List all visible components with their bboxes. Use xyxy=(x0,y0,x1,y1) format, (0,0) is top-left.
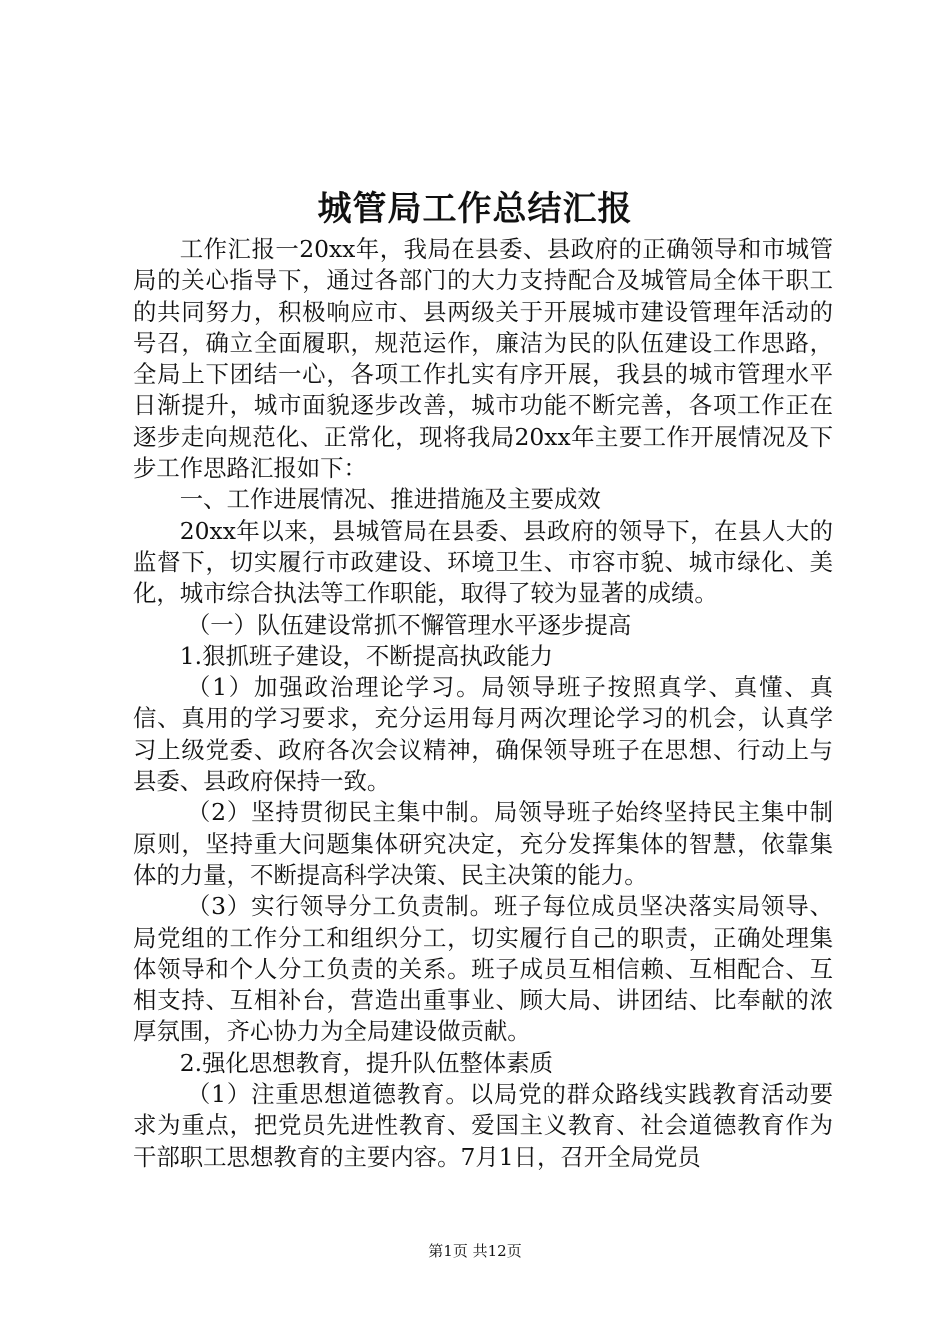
page-number-footer: 第1页 共12页 xyxy=(428,1242,522,1260)
paragraph-item-1-1: （1）加强政治理论学习。局领导班子按照真学、真懂、真信、真用的学习要求，充分运用每月两次理论学习的机会，认真学习上级党委、政府各次会议精神，确保领导班子在思想、行动上与县委、县政府保持一致。 xyxy=(133,673,833,796)
item-heading-1: 1.狠抓班子建设，不断提高执政能力 xyxy=(179,641,553,670)
paragraph-intro: 工作汇报一20xx年，我局在县委、县政府的正确领导和市城管局的关心指导下，通过各部门的大力支持配合及城管局全体干职工的共同努力，积极响应市、县两级关于开展城市建设管理年活动的号召，确立全面履职，规范运作，廉洁为民的队伍建设工作思路，全局上下团结一心，各项工作扎实有序开展，我县的城市管理水平日渐提升，城市面貌逐步改善，城市功能不断完善，各项工作正在逐步走向规范化、正常化，现将我局20xx年主要工作开展情况及下步工作思路汇报如下： xyxy=(133,235,833,483)
paragraph-item-1-2: （2）坚持贯彻民主集中制。局领导班子始终坚持民主集中制原则，坚持重大问题集体研究决定，充分发挥集体的智慧，依靠集体的力量，不断提高科学决策、民主决策的能力。 xyxy=(133,798,833,889)
document-body xyxy=(133,234,833,1173)
item-heading-2: 2.强化思想教育，提升队伍整体素质 xyxy=(179,1048,553,1077)
section-heading-1: 一、工作进展情况、推进措施及主要成效 xyxy=(179,485,601,514)
paragraph-item-1-3: （3）实行领导分工负责制。班子每位成员坚决落实局领导、局党组的工作分工和组织分工，切实履行自己的职责，正确处理集体领导和个人分工负责的关系。班子成员互相信赖、互相配合、互相支持、互相补台，营造出重事业、顾大局、讲团结、比奉献的浓厚氛围，齐心协力为全局建设做贡献。 xyxy=(133,892,833,1046)
subsection-heading-1: （一）队伍建设常抓不懈管理水平逐步提高 xyxy=(186,610,632,639)
document-title: 城管局工作总结汇报 xyxy=(317,189,633,229)
paragraph-section-1: 20xx年以来，县城管局在县委、县政府的领导下，在县人大的监督下，切实履行市政建设、环境卫生、市容市貌、城市绿化、美化，城市综合执法等工作职能，取得了较为显著的成绩。 xyxy=(133,516,833,608)
paragraph-item-2-1: （1）注重思想道德教育。以局党的群众路线实践教育活动要求为重点，把党员先进性教育、爱国主义教育、社会道德教育作为干部职工思想教育的主要内容。7月1日，召开全局党员 xyxy=(133,1080,833,1171)
